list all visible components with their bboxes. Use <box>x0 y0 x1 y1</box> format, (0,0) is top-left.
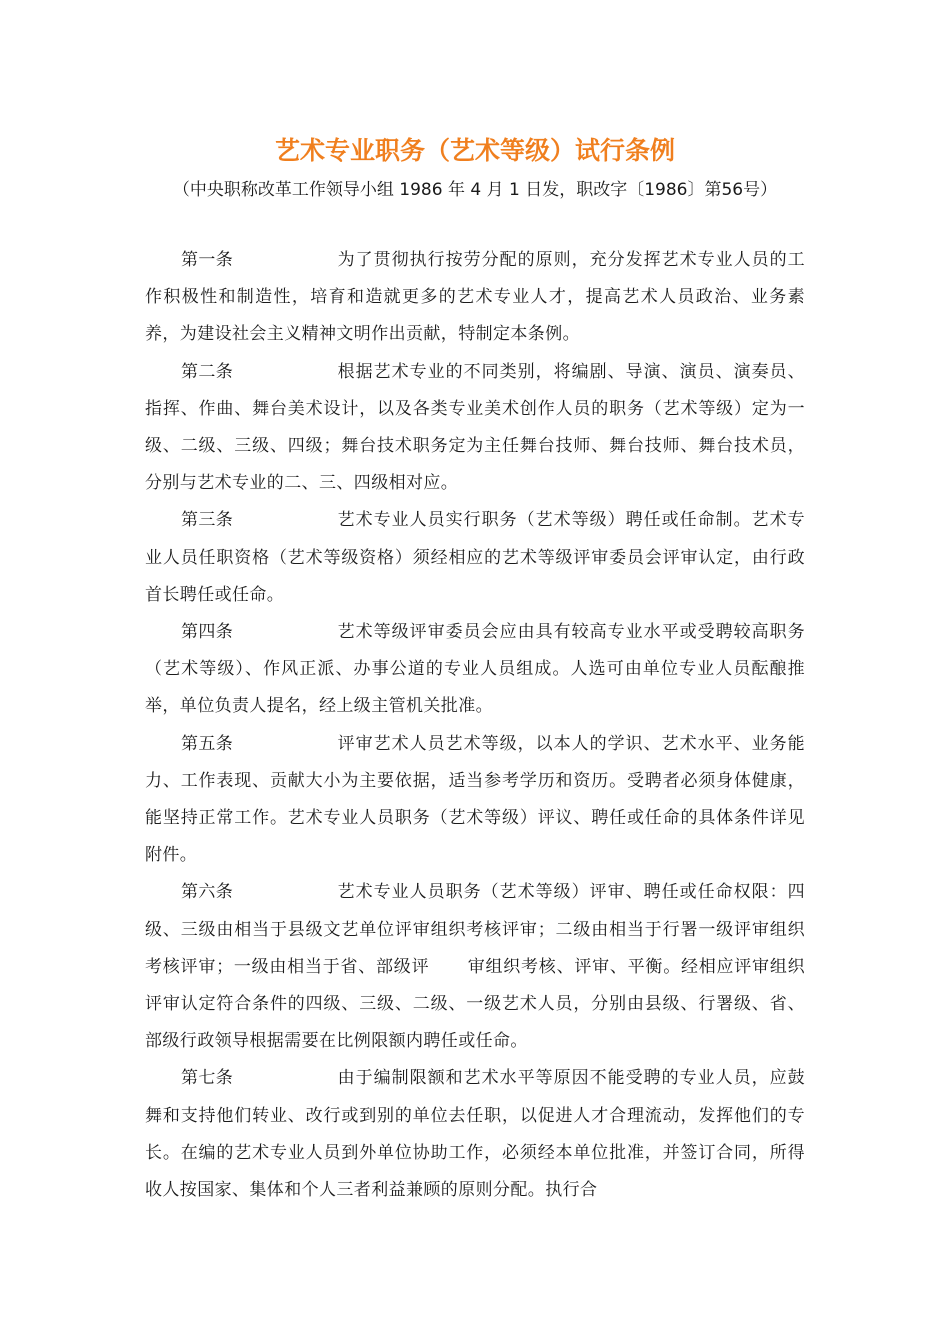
article-5 <box>145 726 805 875</box>
article-7 <box>145 1060 805 1209</box>
article-text: 为了贯彻执行按劳分配的原则，充分发挥艺术专业人员的工作积极性和制造性，培育和造就更多的艺术专业人才，提高艺术人员政治、业务素养，为建设社会主义精神文明作出贡献，特制定本条例。 <box>145 250 805 345</box>
article-text: 艺术专业人员实行职务（艺术等级）聘任或任命制。艺术专业人员任职资格（艺术等级资格）须经相应的艺术等级评审委员会评审认定，由行政首长聘任或任命。 <box>145 510 805 605</box>
article-label: 第六条 <box>181 882 234 903</box>
article-text: 艺术等级评审委员会应由具有较高专业水平或受聘较高职务（艺术等级）、作风正派、办事公道的专业人员组成。人选可由单位专业人员酝酿推举，单位负责人提名，经上级主管机关批准。 <box>145 622 805 717</box>
article-text: 根据艺术专业的不同类别，将编剧、导演、演员、演奏员、指挥、作曲、舞台美术设计，以及各类专业美术创作人员的职务（艺术等级）定为一级、二级、三级、四级；舞台技术职务定为主任舞台技师、舞台技师、舞台技术员，分别与艺术专业的二、三、四级相对应。 <box>145 361 805 494</box>
document-title: 艺术专业职务（艺术等级）试行条例 <box>274 136 675 165</box>
article-text: 评审艺术人员艺术等级，以本人的学识、艺术水平、业务能力、工作表现、贡献大小为主要依据，适当参考学历和资历。受聘者必须身体健康，能坚持正常工作。艺术专业人员职务（艺术等级）评议、聘任或任命的具体条件详见附件。 <box>145 733 805 866</box>
article-label: 第三条 <box>181 510 234 531</box>
article-2 <box>145 354 805 503</box>
article-text-part-b: 审组织考核、评审、平衡。经相应评审组织评审认定符合条件的四级、三级、二级、一级艺术人员，分别由县级、行署级、省、部级行政领导根据需要在比例限额内聘任或任命。 <box>145 956 805 1052</box>
article-label: 第五条 <box>181 733 234 754</box>
document-body <box>145 242 805 1209</box>
article-1 <box>145 242 805 354</box>
document-subtitle: （中央职称改革工作领导小组 1986 年 4 月 1 日发，职改字〔1986〕第56号） <box>172 180 778 200</box>
article-label: 第七条 <box>181 1068 234 1089</box>
article-text: 由于编制限额和艺术水平等原因不能受聘的专业人员，应鼓舞和支持他们转业、改行或到别的单位去任职，以促进人才合理流动，发挥他们的专长。在编的艺术专业人员到外单位协助工作，必须经本单位批准，并签订合同，所得收人按国家、集体和个人三者利益兼顾的原则分配。执行合 <box>145 1068 805 1201</box>
article-4 <box>145 614 805 726</box>
article-text-part-a: 艺术专业人员职务（艺术等级）评审、聘任或任命权限：四级、三级由相当于县级文艺单位评审组织考核评审；二级由相当于行署一级评审组织考核评审；一级由相当于省、部级评 <box>145 882 805 977</box>
article-3 <box>145 502 805 614</box>
article-label: 第四条 <box>181 622 234 643</box>
article-label: 第一条 <box>181 250 234 270</box>
article-label: 第二条 <box>181 361 234 382</box>
article-6 <box>145 874 805 1060</box>
